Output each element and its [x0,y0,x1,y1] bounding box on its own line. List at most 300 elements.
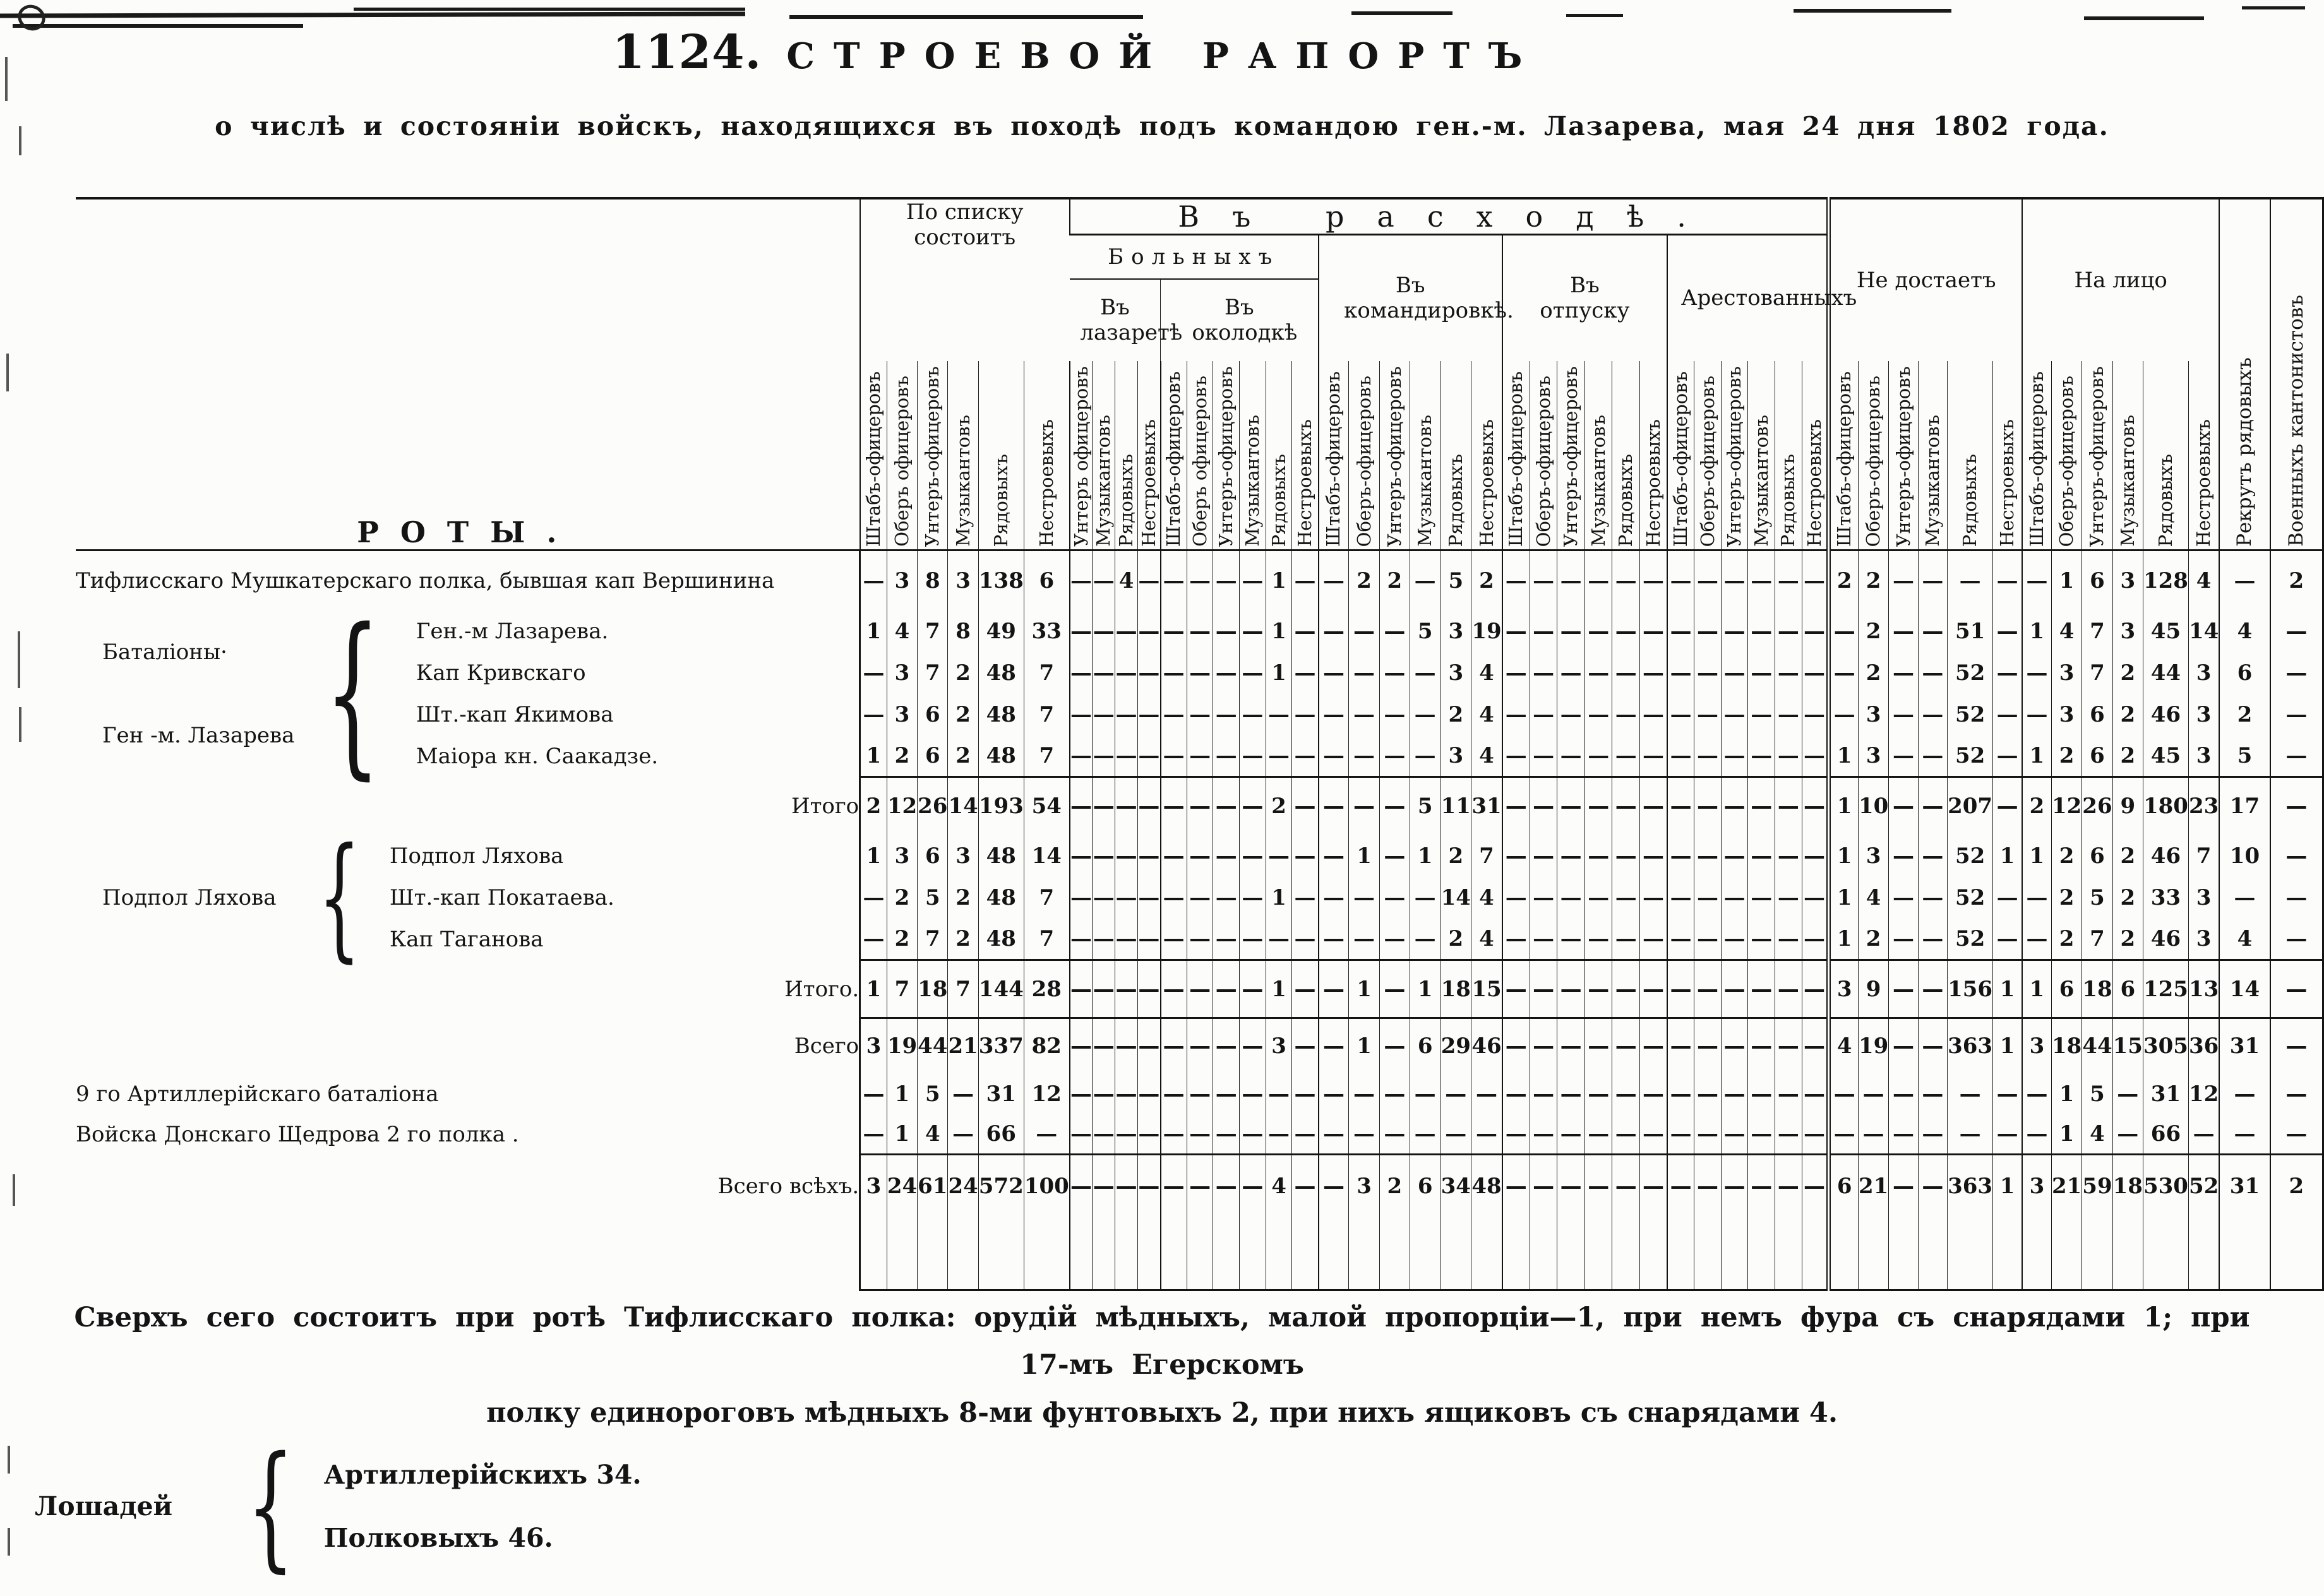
table-cell: — [1530,960,1557,1018]
table-cell [918,1218,948,1290]
table-cell: — [1161,835,1187,877]
column-header-rank [1858,361,1888,551]
table-cell: — [1070,919,1093,960]
table-cell: 7 [2082,652,2112,694]
table-cell: 31 [978,1074,1024,1114]
table-cell: — [1115,652,1138,694]
table-cell: — [1240,1155,1266,1218]
table-cell: — [1349,610,1379,652]
table-cell [1640,1218,1668,1290]
table-cell: 5 [1410,777,1441,835]
table-cell: — [1070,1074,1093,1114]
table-cell: — [1721,551,1748,610]
table-cell: 128 [2143,551,2188,610]
table-cell: — [2219,1114,2270,1155]
table-cell [1240,1218,1266,1290]
table-cell: — [1213,694,1240,735]
table-cell: — [1213,551,1240,610]
table-cell: 31 [1471,777,1502,835]
table-cell: — [1161,777,1187,835]
table-cell: — [1292,652,1319,694]
rank-label: Унтеръ-офицеровъ [921,366,943,547]
table-cell: — [1889,694,1918,735]
table-cell: 26 [2082,777,2112,835]
table-cell: — [1502,960,1530,1018]
table-cell: — [1161,1074,1187,1114]
table-cell: 2 [2051,877,2081,919]
table-cell: 1 [2022,610,2051,652]
table-cell: 51 [1948,610,1993,652]
table-cell: 13 [2188,960,2219,1018]
table-cell: 52 [1948,835,1993,877]
table-cell: — [1858,1114,1888,1155]
rank-label: Музыкантовъ [1241,415,1263,547]
table-cell: — [1379,835,1410,877]
table-cell: 5 [918,1074,948,1114]
rank-label: Оберъ-офицеровъ [1862,375,1884,547]
table-cell: — [1115,1114,1138,1155]
column-group-v-rashode-label: Въ расходѣ. [1178,200,1719,234]
table-cell: — [1667,694,1694,735]
table-cell: — [1410,694,1441,735]
table-cell: — [1213,960,1240,1018]
table-cell [860,1218,887,1290]
table-cell: — [1557,777,1585,835]
table-cell: 9 [1858,960,1888,1018]
table-cell: — [1115,919,1138,960]
table-cell: 5 [2082,877,2112,919]
table-cell: — [1993,652,2022,694]
table-cell: 4 [887,610,917,652]
rank-label: Штабъ-офицеровъ [1833,371,1855,547]
table-cell [1530,1218,1557,1290]
rank-label: Оберъ-офицеровъ [1353,375,1375,547]
table-cell: 1 [1266,652,1292,694]
row-label: Итого [76,777,860,835]
table-cell: — [1775,835,1802,877]
table-cell: — [1093,610,1115,652]
column-group-okolodok [1161,279,1319,361]
table-cell: — [1292,735,1319,777]
table-cell: — [1410,1114,1441,1155]
column-header-rank [1024,361,1069,551]
table-cell: — [1802,1018,1829,1074]
table-cell: — [1379,1074,1410,1114]
table-cell: 31 [2219,1018,2270,1074]
table-cell: 2 [1858,551,1888,610]
table-cell: — [1471,1074,1502,1114]
table-cell: 1 [1266,551,1292,610]
table-cell: 18 [918,960,948,1018]
column-header-rank [1694,361,1722,551]
table-cell: 3 [887,694,917,735]
table-cell: — [1667,652,1694,694]
table-cell: — [1266,1114,1292,1155]
table-cell: — [1187,735,1213,777]
column-group-bolnyh-label: Больныхъ [1108,244,1280,270]
column-header-rank [1115,361,1138,551]
table-cell: — [1612,877,1640,919]
table-cell: — [1667,1018,1694,1074]
table-cell: — [1138,610,1161,652]
table-cell: — [2270,835,2323,877]
table-cell: — [1948,1114,1993,1155]
table-cell: 48 [978,877,1024,919]
table-cell: — [1379,735,1410,777]
table-cell: — [1093,960,1115,1018]
table-cell: — [1640,652,1668,694]
table-cell: — [1889,919,1918,960]
table-cell: — [1138,1114,1161,1155]
table-cell: — [1889,960,1918,1018]
table-cell: — [1612,652,1640,694]
table-cell: — [1802,777,1829,835]
table-cell: 6 [1829,1155,1859,1218]
column-rekrut [2219,198,2270,551]
table-cell: 572 [978,1155,1024,1218]
table-cell: — [1292,919,1319,960]
scan-artifact [18,631,20,688]
table-cell: — [1802,919,1829,960]
table-cell: — [1858,1074,1888,1114]
row-group-label-cell [76,590,860,795]
table-cell [978,1218,1024,1290]
table-cell: 52 [1948,694,1993,735]
table-cell: — [1640,919,1668,960]
rank-label: Штабъ-офицеровъ [1163,371,1185,547]
table-cell [1584,1218,1612,1290]
table-cell: 1 [1349,1018,1379,1074]
table-cell: 7 [1471,835,1502,877]
table-cell: — [1213,1018,1240,1074]
table-cell: 3 [2022,1018,2051,1074]
table-cell: 28 [1024,960,1069,1018]
table-cell: 6 [918,735,948,777]
column-group-arestovannyh-label: Арестованныхъ [1680,285,1857,311]
table-cell: — [1694,1114,1722,1155]
table-cell: — [1667,551,1694,610]
table-cell: — [1187,777,1213,835]
table-cell: — [1829,1074,1859,1114]
table-cell: 48 [1471,1155,1502,1218]
table-cell: 24 [887,1155,917,1218]
rank-label: Оберъ офицеровъ [890,376,913,547]
table-cell: — [1502,919,1530,960]
table-cell: — [1115,777,1138,835]
table-cell: 3 [2112,610,2143,652]
scan-artifact [6,354,9,391]
table-cell: — [1557,960,1585,1018]
column-header-rank [1667,361,1694,551]
table-cell: 19 [887,1018,917,1074]
column-header-rank [1557,361,1585,551]
table-cell: — [1187,919,1213,960]
table-cell: 7 [1024,877,1069,919]
table-cell [1802,1218,1829,1290]
table-cell [1024,1218,1069,1290]
column-header-rank [2112,361,2143,551]
table-cell: — [1213,1114,1240,1155]
table-cell: — [1667,877,1694,919]
column-group-ne-dostaet [1829,198,2022,361]
table-cell: 7 [1024,652,1069,694]
table-cell: 1 [1829,735,1859,777]
table-cell: — [2022,1074,2051,1114]
table-cell: — [1187,877,1213,919]
table-cell [1557,1218,1585,1290]
table-cell: — [1292,1074,1319,1114]
table-cell: — [1410,735,1441,777]
rank-label: Нестроевыхъ [1475,419,1497,547]
rank-label: Нестроевыхъ [1137,419,1159,547]
corner-label-roty: РОТЫ. [76,198,860,551]
table-cell: 21 [1858,1155,1888,1218]
table-cell: — [1292,694,1319,735]
table-cell: — [1918,835,1947,877]
table-cell: — [1612,1018,1640,1074]
row-label: Шт.-кап Покатаева. [389,884,614,910]
table-cell: — [1993,1114,2022,1155]
table-cell: — [1070,960,1093,1018]
table-cell: — [1379,652,1410,694]
table-cell: — [1410,1074,1441,1114]
table-cell: — [1161,735,1187,777]
table-cell [1379,1218,1410,1290]
table-cell: — [1557,694,1585,735]
table-cell: 3 [2188,694,2219,735]
table-cell: — [1240,777,1266,835]
table-cell: — [1410,652,1441,694]
table-cell: 3 [860,1155,887,1218]
table-cell: — [1889,1018,1918,1074]
table-cell: — [1640,877,1668,919]
table-cell: — [1889,1114,1918,1155]
rank-label: Унтеръ-офицеровъ [1560,366,1582,547]
table-cell: — [1694,877,1722,919]
table-cell: — [1584,551,1612,610]
table-cell: — [1530,652,1557,694]
table-cell: 10 [1858,777,1888,835]
table-cell [1829,1218,1859,1290]
table-cell: — [1213,835,1240,877]
table-cell: — [1319,694,1349,735]
table-cell: — [2270,919,2323,960]
rank-label: Унтеръ-офицеровъ [1723,366,1746,547]
table-cell: — [1379,1018,1410,1074]
table-header [76,198,2323,551]
table-cell: — [1584,877,1612,919]
table-cell: 45 [2143,735,2188,777]
table-cell: 3 [1858,735,1888,777]
column-header-rank [1918,361,1947,551]
table-cell: — [1993,919,2022,960]
column-header-rank [1292,361,1319,551]
table-cell: — [1213,777,1240,835]
table-cell: — [1667,1074,1694,1114]
table-cell: 4 [2082,1114,2112,1155]
table-cell: 1 [2022,835,2051,877]
table-cell [2082,1218,2112,1290]
column-group-bolnyh [1070,235,1319,279]
table-cell: 363 [1948,1018,1993,1074]
table-cell: — [1640,1155,1668,1218]
table-cell: 33 [1024,610,1069,652]
curly-brace: { [246,1427,295,1585]
rank-label: Рядовыхъ [1777,453,1799,547]
table-cell: 2 [1349,551,1379,610]
table-cell: 3 [1441,735,1471,777]
rank-label: Рядовыхъ [1267,453,1290,547]
table-cell: 180 [2143,777,2188,835]
table-cell: 2 [948,694,978,735]
footnote-line-2: полку единороговъ мѣдныхъ 8-ми фунтовыхъ 2, при нихъ ящиковъ съ снарядами 4. [486,1396,1838,1429]
table-cell: — [1292,835,1319,877]
table-cell: 3 [887,652,917,694]
table-cell: 14 [2219,960,2270,1018]
table-cell [1721,1218,1748,1290]
rank-label: Оберъ офицеровъ [1189,376,1211,547]
table-cell: 46 [2143,919,2188,960]
table-cell: — [1319,877,1349,919]
table-cell: 33 [2143,877,2188,919]
table-cell: — [2022,652,2051,694]
table-cell: 7 [1024,694,1069,735]
column-header-rank [1379,361,1410,551]
table-cell: 3 [1266,1018,1292,1074]
column-kantonisty [2270,198,2323,551]
column-header-rank [2022,361,2051,551]
table-cell: — [1948,551,1993,610]
table-cell: 44 [918,1018,948,1074]
table-cell: 18 [1441,960,1471,1018]
column-header-rank [1213,361,1240,551]
table-cell: 2 [1266,777,1292,835]
table-cell: — [1748,835,1775,877]
table-cell: — [1161,551,1187,610]
table-cell: 6 [918,694,948,735]
table-cell: — [1187,1074,1213,1114]
table-cell: — [1667,919,1694,960]
table-cell: 3 [2188,877,2219,919]
table-cell: — [1721,610,1748,652]
table-cell: 3 [1441,610,1471,652]
table-cell: — [1502,652,1530,694]
row-group-items [382,835,859,960]
table-row [76,1218,2323,1290]
rank-label: Нестроевыхъ [1293,419,1315,547]
table-cell: 3 [1349,1155,1379,1218]
row-group-side-labels [76,835,297,960]
table-cell: — [1557,1074,1585,1114]
table-cell: 2 [2112,835,2143,877]
table-cell: — [1441,1114,1471,1155]
row-group-label-cell [76,819,860,975]
table-cell: — [1694,777,1722,835]
table-cell: — [1138,1018,1161,1074]
table-cell: — [1530,1074,1557,1114]
table-cell: 49 [978,610,1024,652]
horses-block [35,1427,642,1585]
table-cell: — [1379,610,1410,652]
row-group-side-label: Баталіоны· [102,639,227,665]
table-cell: — [1640,1018,1668,1074]
rank-label: Нестроевыхъ [1803,419,1825,547]
table-cell: — [1993,610,2022,652]
scan-artifact [789,15,1143,19]
column-header-rank [2051,361,2081,551]
rank-label: Штабъ-офицеровъ [862,371,884,547]
table-cell: 2 [2051,735,2081,777]
table-cell: — [1889,877,1918,919]
table-cell: — [1557,551,1585,610]
table-cell: — [1721,694,1748,735]
table-cell: — [1775,1074,1802,1114]
table-cell: — [1502,610,1530,652]
table-cell: — [1694,1018,1722,1074]
table-cell: — [1379,919,1410,960]
table-cell: — [1694,1074,1722,1114]
table-cell: — [1829,1114,1859,1155]
column-header-rank [1319,361,1349,551]
table-cell: 1 [2022,735,2051,777]
table-cell: 19 [1858,1018,1888,1074]
table-cell: — [1240,835,1266,877]
table-cell: 2 [948,652,978,694]
table-cell: 1 [2051,1074,2081,1114]
table-cell: — [1138,835,1161,877]
table-cell: 2 [948,877,978,919]
table-cell: — [1694,551,1722,610]
table-row [76,1018,2323,1074]
table-cell [1918,1218,1947,1290]
table-cell: — [1093,1018,1115,1074]
table-cell: — [1889,735,1918,777]
table-cell: — [1319,652,1349,694]
table-cell: — [1584,960,1612,1018]
table-cell: — [1557,652,1585,694]
table-cell: — [1612,694,1640,735]
table-cell: — [1748,877,1775,919]
rank-label: Музыкантовъ [1587,415,1609,547]
table-cell: 7 [1024,735,1069,777]
table-cell: 48 [978,652,1024,694]
column-header-rank [1266,361,1292,551]
table-row [76,1155,2323,1218]
table-cell: 7 [2082,610,2112,652]
row-label: Войска Донскаго Щедрова 2 го полка . [76,1114,860,1155]
scan-artifact [13,1174,15,1206]
table-cell: 48 [978,919,1024,960]
table-cell: — [1240,1074,1266,1114]
table-cell: — [1775,919,1802,960]
table-cell: — [1918,1155,1947,1218]
table-cell: — [1187,835,1213,877]
table-cell: — [1667,1114,1694,1155]
table-cell: 4 [1471,877,1502,919]
table-cell: — [1502,777,1530,835]
column-header-rank [1640,361,1668,551]
table-cell: — [1918,1018,1947,1074]
table-cell: — [1557,1114,1585,1155]
table-cell: — [1161,652,1187,694]
table-cell: 1 [2051,551,2081,610]
table-cell: 7 [918,652,948,694]
table-cell [1612,1218,1640,1290]
table-cell: — [2022,1114,2051,1155]
column-header-rank [1584,361,1612,551]
table-cell: — [1918,610,1947,652]
scan-artifact [0,11,745,18]
